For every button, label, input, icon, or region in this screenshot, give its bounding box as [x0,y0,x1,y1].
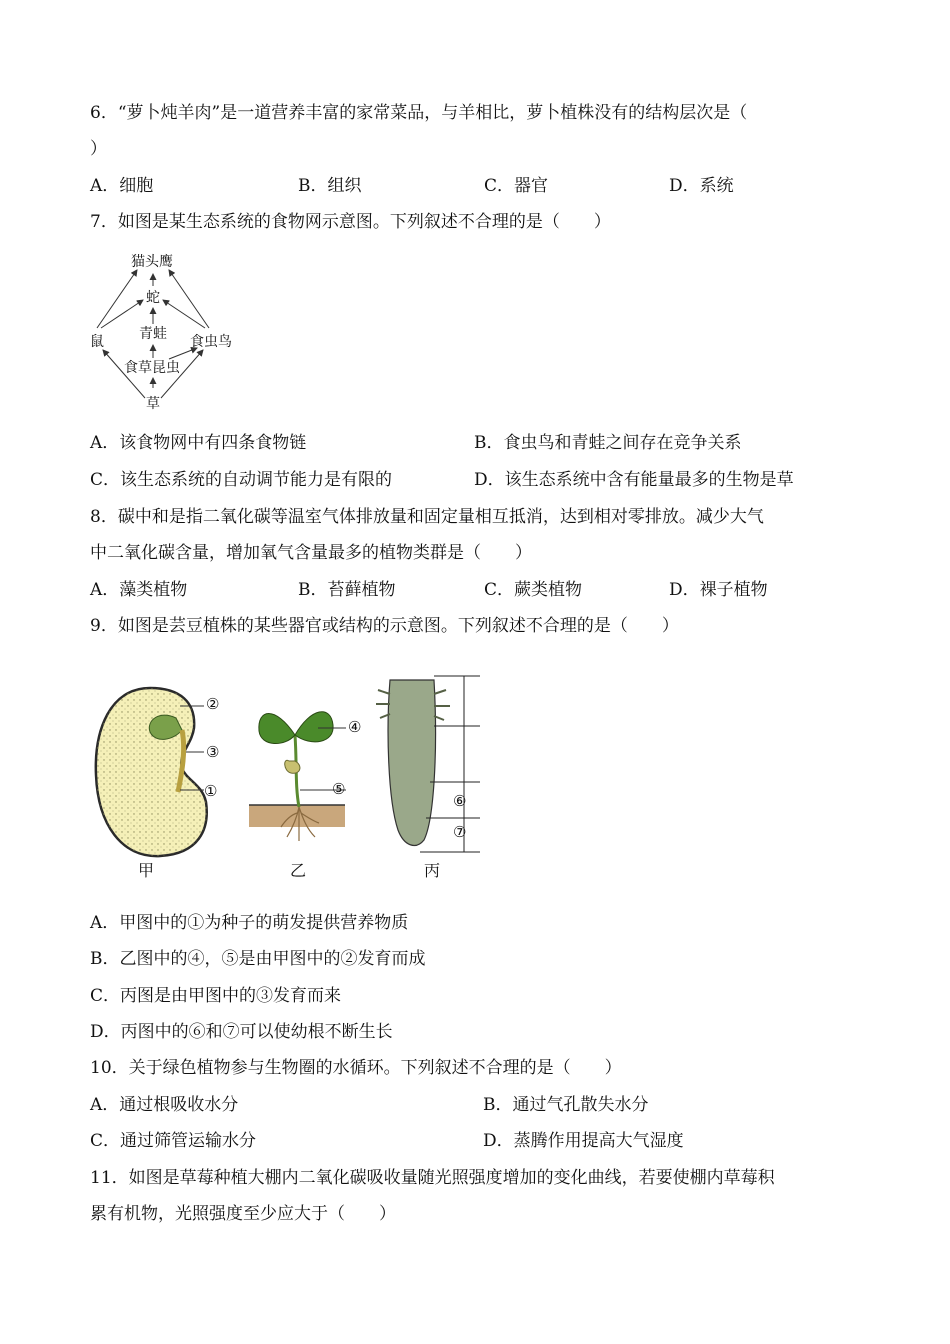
q8-option-c[interactable]: C．蕨类植物 [484,580,583,600]
food-web-grass: 草 [146,396,160,412]
q10-stem: 10．关于绿色植物参与生物圈的水循环。下列叙述不合理的是（ ） [90,1058,622,1078]
label-jia: 甲 [138,861,155,880]
root-tip-illustration [368,670,488,860]
q8-option-a[interactable]: A．藻类植物 [90,580,188,600]
food-web-insect: 食草昆虫 [124,360,180,376]
q10-option-c[interactable]: C．通过筛管运输水分 [90,1131,257,1151]
root-body [388,680,435,845]
marker-1: ① [204,782,218,800]
q9-option-d[interactable]: D．丙图中的⑥和⑦可以使幼根不断生长 [90,1022,393,1042]
q8-option-b[interactable]: B．苔藓植物 [298,580,396,600]
q6-stem-line1: 6．“萝卜炖羊肉”是一道营养丰富的家常菜品，与羊相比，萝卜植株没有的结构层次是（ [90,103,748,123]
q11-stem-line2: 累有机物，光照强度至少应大于（ ） [90,1204,396,1224]
q9-option-a[interactable]: A．甲图中的①为种子的萌发提供营养物质 [90,913,409,933]
q7-option-d[interactable]: D．该生态系统中含有能量最多的生物是草 [474,470,794,490]
q6-option-c[interactable]: C．器官 [484,176,549,196]
arrow-mouse-snake [101,300,143,328]
q6-option-b[interactable]: B．组织 [298,176,362,196]
q7-option-b[interactable]: B．食虫鸟和青蛙之间存在竞争关系 [474,433,742,453]
q8-stem-line2: 中二氧化碳含量，增加氧气含量最多的植物类群是（ ） [90,543,532,563]
q7-option-a[interactable]: A．该食物网中有四条食物链 [90,433,307,453]
q11-stem-line1: 11．如图是草莓种植大棚内二氧化碳吸收量随光照强度增加的变化曲线，若要使棚内草莓积 [90,1168,775,1188]
q6-option-a[interactable]: A．细胞 [90,176,154,196]
marker-3: ③ [206,743,220,761]
arrow-bird-owl [169,270,209,328]
q9-stem: 9．如图是芸豆植株的某些器官或结构的示意图。下列叙述不合理的是（ ） [90,616,679,636]
food-web-bird: 食虫鸟 [190,334,232,350]
q8-option-d[interactable]: D．裸子植物 [669,580,768,600]
food-web-owl: 猫头鹰 [131,254,173,270]
marker-6: ⑥ [453,792,467,810]
q8-stem-line1: 8．碳中和是指二氧化碳等温室气体排放量和固定量相互抵消，达到相对零排放。减少大气 [90,507,764,527]
q10-option-d[interactable]: D．蒸腾作用提高大气湿度 [483,1131,684,1151]
marker-4: ④ [348,718,362,736]
marker-2: ② [206,695,220,713]
q10-option-a[interactable]: A．通过根吸收水分 [90,1095,239,1115]
q6-option-d[interactable]: D．系统 [669,176,734,196]
food-web-frog: 青蛙 [139,326,167,342]
q7-stem: 7．如图是某生态系统的食物网示意图。下列叙述不合理的是（ ） [90,212,611,232]
marker-7: ⑦ [453,823,467,841]
q6-stem-line2: ） [90,139,107,159]
label-yi: 乙 [290,861,307,880]
arrow-bird-snake [163,300,205,328]
arrow-mouse-owl [97,270,137,328]
q9-option-b[interactable]: B．乙图中的④，⑤是由甲图中的②发育而成 [90,949,426,969]
food-web-snake: 蛇 [146,290,160,306]
label-bing: 丙 [424,861,441,880]
q10-option-b[interactable]: B．通过气孔散失水分 [483,1095,649,1115]
q9-option-c[interactable]: C．丙图是由甲图中的③发育而来 [90,986,342,1006]
q7-option-c[interactable]: C．该生态系统的自动调节能力是有限的 [90,470,393,490]
food-web-mouse: 鼠 [90,334,104,350]
marker-5: ⑤ [332,780,346,798]
